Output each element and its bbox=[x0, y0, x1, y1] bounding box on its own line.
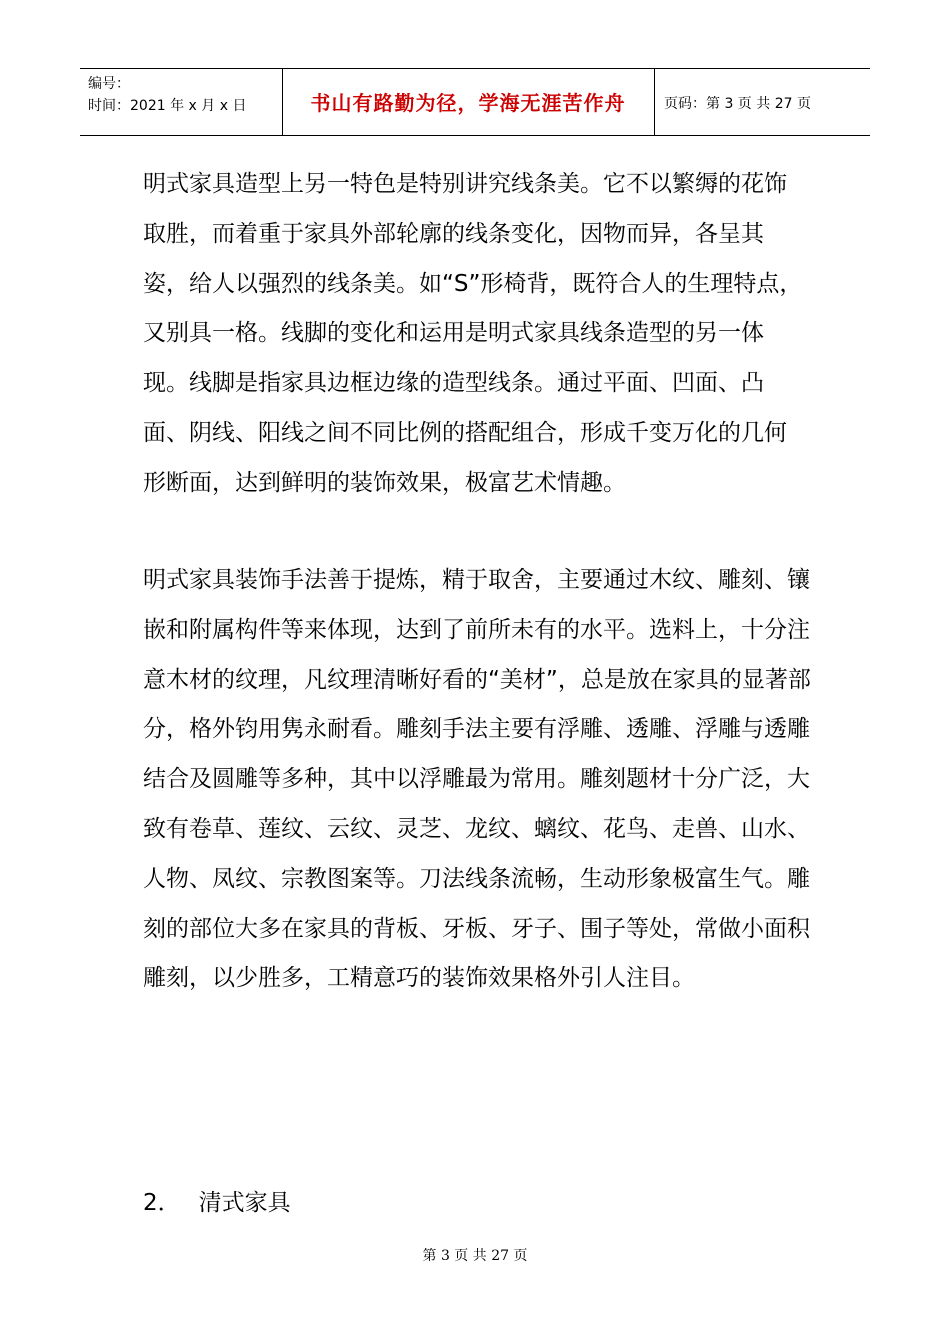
section-number: 2． bbox=[143, 1190, 181, 1216]
document-number-label: 编号： bbox=[88, 76, 130, 92]
section-title: 清式家具 bbox=[198, 1190, 291, 1216]
page-header bbox=[80, 68, 870, 136]
header-page-info: 页码：第 3 页 共 27 页 bbox=[664, 96, 811, 112]
document-date: 时间：2021 年 x 月 x 日 bbox=[88, 98, 247, 114]
header-meta bbox=[88, 73, 246, 117]
header-motto: 书山有路勤为径，学海无涯苦作舟 bbox=[310, 91, 626, 115]
section-heading bbox=[143, 1183, 291, 1223]
page-footer: 第 3 页 共 27 页 bbox=[422, 1248, 528, 1264]
body-paragraph: 明式家具造型上另一特色是特别讲究线条美。它不以繁缛的花饰取胜，而着重于家具外部轮廓的线条变化，因物而异，各呈其姿，给人以强烈的线条美。如“S”形椅背，既符合人的生理特点，又别具一格。线脚的变化和运用是明式家具线条造型的另一体现。线脚是指家具边框边缘的造型线条。通过平面、凹面、凸面、阴线、阳线之间不同比例的搭配组合，形成千变万化的几何形断面，达到鲜明的装饰效果，极富艺术情趣。 bbox=[143, 171, 803, 496]
body-paragraph: 明式家具装饰手法善于提炼，精于取舍，主要通过木纹、雕刻、镶嵌和附属构件等来体现，达到了前所未有的水平。选料上，十分注意木材的纹理，凡纹理清晰好看的“美材”，总是放在家具的显著部分，格外钧用隽永耐看。雕刻手法主要有浮雕、透雕、浮雕与透雕结合及圆雕等多种，其中以浮雕最为常用。雕刻题材十分广泛，大致有卷草、莲纹、云纹、灵芝、龙纹、螭纹、花鸟、走兽、山水、人物、凤纹、宗教图案等。刀法线条流畅，生动形象极富生气。雕刻的部位大多在家具的背板、牙板、牙子、围子等处，常做小面积雕刻，以少胜多，工精意巧的装饰效果格外引人注目。 bbox=[143, 567, 811, 992]
document-body bbox=[143, 160, 811, 992]
header-divider bbox=[654, 69, 655, 135]
